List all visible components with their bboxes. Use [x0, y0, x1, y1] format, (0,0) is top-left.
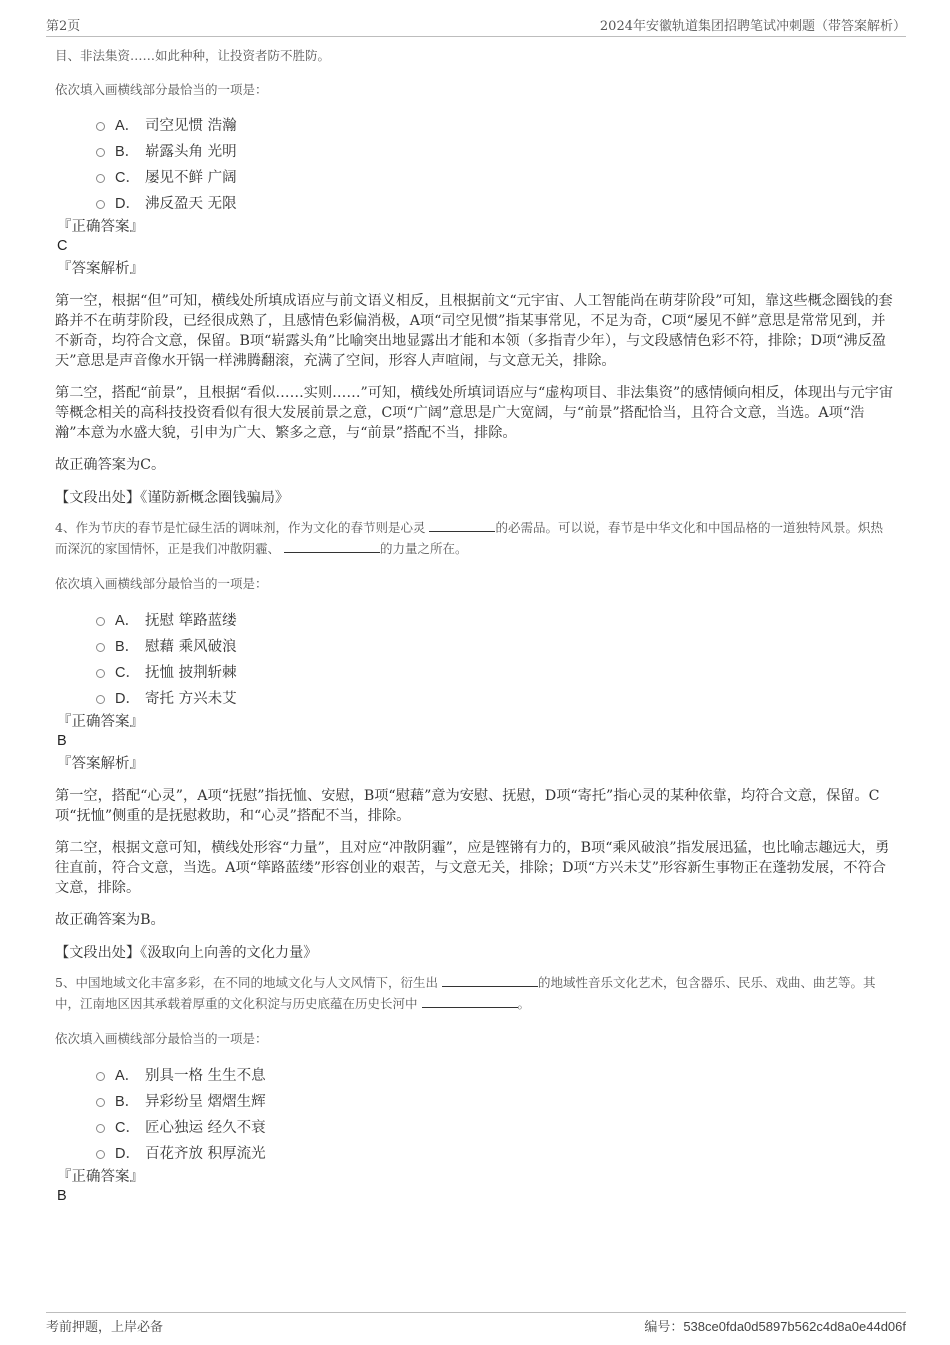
footer-slogan: 考前押题，上岸必备 — [46, 1320, 164, 1335]
radio-icon[interactable] — [96, 643, 105, 652]
option-text: 司空见惯 浩瀚 — [145, 117, 237, 134]
q4-option-a[interactable] — [55, 606, 895, 632]
question-4-stem — [55, 517, 895, 559]
page-content — [55, 44, 895, 1205]
correct-answer-value: B — [57, 1188, 67, 1204]
option-letter: B． — [115, 143, 140, 160]
option-text: 抚恤 披荆斩棘 — [145, 664, 237, 681]
option-letter: D． — [115, 1145, 140, 1162]
code-label: 编号： — [644, 1320, 684, 1335]
fill-blank — [429, 517, 495, 532]
q5-option-b[interactable] — [55, 1087, 895, 1113]
option-text: 沸反盈天 无限 — [145, 195, 237, 212]
radio-icon[interactable] — [96, 1150, 105, 1159]
option-text: 抚慰 筚路蓝缕 — [145, 612, 237, 629]
option-letter: C． — [115, 1119, 140, 1136]
radio-icon[interactable] — [96, 200, 105, 209]
analysis-label: 『答案解析』 — [57, 261, 144, 277]
analysis-paragraph: 第二空，根据文意可知，横线处形容“力量”，且对应“冲散阴霾”，应是铿锵有力的，B项“乘风破浪”指发展迅猛，也比喻志趣远大，勇往直前，符合文意，当选。A项“筚路蓝缕”形容创业的艰苦，与文意无关，排除；D项“方兴未艾”形容新生事物正在蓬勃发展，不符合文意，排除。 — [55, 840, 890, 896]
stem-text: 的必需品。可以说，春节是中华文化和中国品格的一道独特风景。炽热而深沉的家国情怀，正是我们冲散阴霾、 — [55, 520, 883, 556]
analysis-label: 『答案解析』 — [57, 756, 144, 772]
q4-option-d[interactable] — [55, 684, 895, 710]
document-code — [644, 1316, 906, 1335]
page-footer — [46, 1312, 906, 1335]
q3-option-a[interactable] — [55, 111, 895, 137]
option-text: 匠心独运 经久不衰 — [145, 1119, 266, 1136]
radio-icon[interactable] — [96, 617, 105, 626]
stem-text: 的力量之所在。 — [380, 541, 468, 556]
question-3-options — [55, 111, 895, 215]
passage-source: 【文段出处】《谨防新概念圈钱骗局》 — [55, 490, 290, 506]
code-value: 538ce0fda0d5897b562c4d8a0e44d06f — [683, 1319, 906, 1334]
radio-icon[interactable] — [96, 1098, 105, 1107]
fill-blank — [422, 993, 518, 1008]
document-title: 2024年安徽轨道集团招聘笔试冲刺题（带答案解析） — [599, 19, 906, 34]
option-letter: D． — [115, 690, 140, 707]
radio-icon[interactable] — [96, 695, 105, 704]
radio-icon[interactable] — [96, 1072, 105, 1081]
passage-source: 【文段出处】《汲取向上向善的文化力量》 — [55, 945, 318, 961]
correct-answer-label: 『正确答案』 — [57, 219, 144, 235]
correct-answer-value: C — [57, 238, 68, 254]
q4-option-b[interactable] — [55, 632, 895, 658]
stem-text: 的地域性音乐文化艺术，包含器乐、民乐、戏曲、曲艺等。其中，江南地区因其承载着厚重的文化积淀与历史底蕴在历史长河中 — [55, 975, 876, 1011]
question-4-prompt: 依次填入画横线部分最恰当的一项是： — [55, 576, 268, 591]
q5-option-d[interactable] — [55, 1139, 895, 1165]
q4-option-c[interactable] — [55, 658, 895, 684]
q3-option-d[interactable] — [55, 189, 895, 215]
analysis-paragraph: 第一空，根据“但”可知，横线处所填成语应与前文语义相反，且根据前文“元宇宙、人工智能尚在萌芽阶段”可知，靠这些概念圈钱的套路并不在萌芽阶段，已经很成熟了，且感情色彩偏消极，A项“司空见惯”指某事常见，不足为奇，C项“屡见不鲜”意思是常常见到，并不新奇，均符合文意，保留。B项“崭露头角”比喻突出地显露出才能和本领（多指青少年），与文段感情色彩不符，排除；D项“沸反盈天”意思是声音像水开锅一样沸腾翻滚，充满了空间，形容人声喧闹，与文意无关，排除。 — [55, 293, 893, 369]
option-letter: C． — [115, 664, 140, 681]
option-text: 异彩纷呈 熠熠生辉 — [145, 1093, 266, 1110]
option-letter: C． — [115, 169, 140, 186]
radio-icon[interactable] — [96, 122, 105, 131]
question-5-prompt: 依次填入画横线部分最恰当的一项是： — [55, 1031, 268, 1046]
option-text: 别具一格 生生不息 — [145, 1067, 266, 1084]
radio-icon[interactable] — [96, 148, 105, 157]
option-letter: D． — [115, 195, 140, 212]
fill-blank — [442, 972, 538, 987]
stem-text: 5、中国地域文化丰富多彩，在不同的地域文化与人文风情下，衍生出 — [55, 975, 438, 990]
analysis-paragraph: 第二空，搭配“前景”，且根据“看似……实则……”可知，横线处所填词语应与“虚构项目、非法集资”的感情倾向相反，体现出与元宇宙等概念相关的高科技投资看似有很大发展前景之意，C项“广阔”意思是广大宽阔，与“前景”搭配恰当，且符合文意，当选。A项“浩瀚”本意为水盛大貌，引申为广大、繁多之意，与“前景”搭配不当，排除。 — [55, 385, 894, 441]
analysis-paragraph: 第一空，搭配“心灵”，A项“抚慰”指抚恤、安慰，B项“慰藉”意为安慰、抚慰，D项“寄托”指心灵的某种依靠，均符合文意，保留。C项“抚恤”侧重的是抚慰救助，和“心灵”搭配不当，排除。 — [55, 788, 880, 824]
option-text: 寄托 方兴未艾 — [145, 690, 237, 707]
option-text: 屡见不鲜 广阔 — [145, 169, 237, 186]
option-letter: A． — [115, 612, 140, 629]
question-5-stem — [55, 972, 895, 1014]
correct-answer-value: B — [57, 733, 67, 749]
fill-blank — [284, 538, 380, 553]
page-header — [46, 14, 906, 37]
q3-option-c[interactable] — [55, 163, 895, 189]
question-5-options — [55, 1061, 895, 1165]
analysis-conclusion: 故正确答案为B。 — [55, 912, 165, 928]
q3-option-b[interactable] — [55, 137, 895, 163]
stem-text: 4、作为节庆的春节是忙碌生活的调味剂，作为文化的春节则是心灵 — [55, 520, 426, 535]
q5-option-a[interactable] — [55, 1061, 895, 1087]
page-number: 第2页 — [46, 19, 81, 34]
option-text: 慰藉 乘风破浪 — [145, 638, 237, 655]
option-letter: A． — [115, 117, 140, 134]
question-3-prompt: 依次填入画横线部分最恰当的一项是： — [55, 82, 268, 97]
question-3-stem-fragment: 目、非法集资……如此种种，让投资者防不胜防。 — [55, 48, 331, 63]
correct-answer-label: 『正确答案』 — [57, 714, 144, 730]
analysis-conclusion: 故正确答案为C。 — [55, 457, 166, 473]
radio-icon[interactable] — [96, 669, 105, 678]
option-text: 百花齐放 积厚流光 — [145, 1145, 266, 1162]
correct-answer-label: 『正确答案』 — [57, 1169, 144, 1185]
radio-icon[interactable] — [96, 174, 105, 183]
radio-icon[interactable] — [96, 1124, 105, 1133]
option-letter: B． — [115, 1093, 140, 1110]
option-letter: B． — [115, 638, 140, 655]
option-letter: A． — [115, 1067, 140, 1084]
stem-text: 。 — [517, 996, 531, 1011]
option-text: 崭露头角 光明 — [145, 143, 237, 160]
q5-option-c[interactable] — [55, 1113, 895, 1139]
question-4-options — [55, 606, 895, 710]
